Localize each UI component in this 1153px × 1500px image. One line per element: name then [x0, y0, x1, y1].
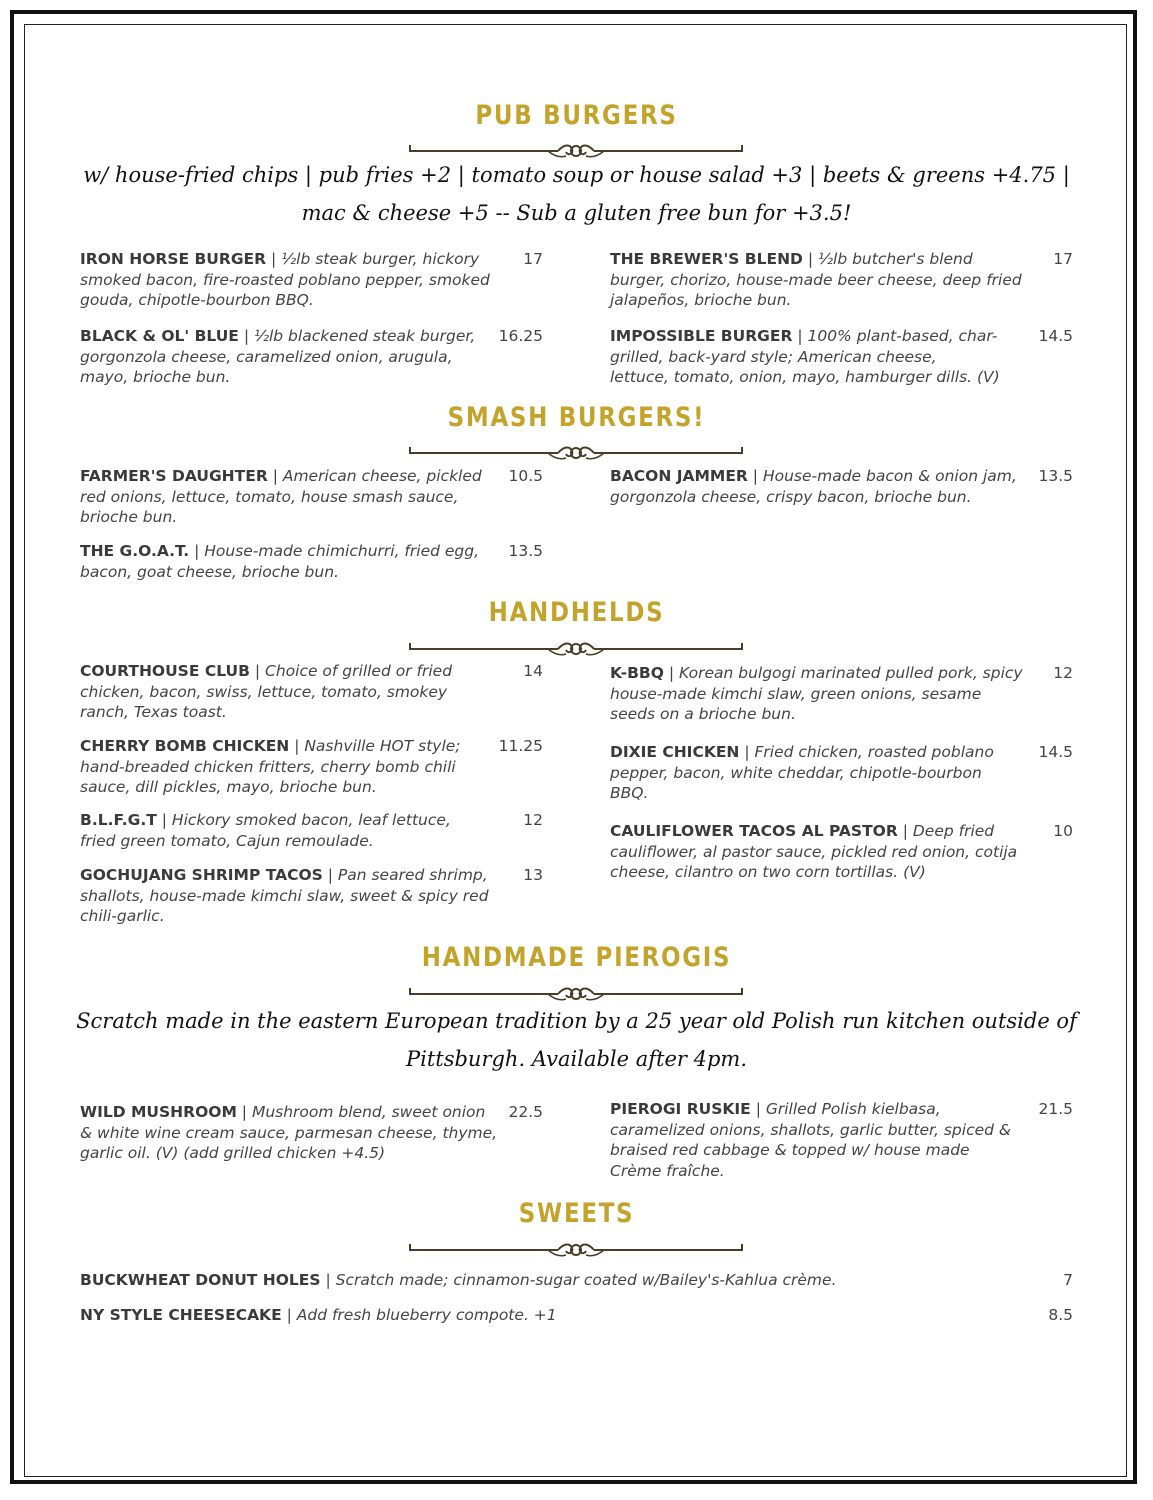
item-description: | Scratch made; cinnamon-sugar coated w/Bailey's-Kahlua crème. [320, 1271, 837, 1289]
item-description: | Mushroom blend, sweet onion & white wine cream sauce, parmesan cheese, thyme, garlic oil. (V) (add grilled chicken +4.5) [80, 1103, 498, 1162]
item-price: 10.5 [508, 467, 543, 485]
menu-item [610, 249, 1030, 311]
item-price: 13.5 [508, 542, 543, 560]
item-price: 10 [1053, 822, 1073, 840]
item-description: | ½lb blackened steak burger, gorgonzola cheese, caramelized onion, arugula, mayo, brioche bun. [80, 327, 476, 386]
item-name: THE G.O.A.T. [80, 542, 190, 560]
menu-item [610, 742, 1000, 804]
menu-item [610, 466, 1030, 507]
item-description: | House-made chimichurri, fried egg, bacon, goat cheese, brioche bun. [80, 542, 480, 581]
divider-flourish-icon [408, 1239, 744, 1265]
item-description: | Hickory smoked bacon, leaf lettuce, fried green tomato, Cajun remoulade. [80, 811, 451, 850]
pub-burgers-tagline: w/ house-fried chips | pub fries +2 | tomato soup or house salad +3 | beets & greens +4.75 | mac & cheese +5 -- Sub a gluten free bun for +3.5! [83, 163, 1070, 225]
item-price: 7 [1063, 1271, 1073, 1289]
item-name: DIXIE CHICKEN [610, 743, 740, 761]
menu-item [80, 466, 490, 528]
item-name: NY STYLE CHEESECAKE [80, 1306, 282, 1324]
item-description: | 100% plant-based, char-grilled, back-yard style; American cheese, lettuce, tomato, onion, mayo, hamburger dills. (V) [610, 327, 1000, 386]
item-description: | House-made bacon & onion jam, gorgonzola cheese, crispy bacon, brioche bun. [610, 467, 1017, 506]
pierogis-tagline: Scratch made in the eastern European tradition by a 25 year old Polish run kitchen outside of Pittsburgh. Available after 4pm. [76, 1009, 1077, 1071]
divider-flourish-icon [408, 442, 744, 468]
item-name: THE BREWER'S BLEND [610, 250, 803, 268]
section-title-handhelds: HANDHELDS [488, 597, 665, 628]
menu-item [80, 249, 500, 311]
item-name: IMPOSSIBLE BURGER [610, 327, 793, 345]
section-title-smash-burgers: SMASH BURGERS! [447, 402, 706, 433]
menu-item [610, 1099, 1020, 1181]
item-price: 14.5 [1038, 327, 1073, 345]
item-name: COURTHOUSE CLUB [80, 662, 250, 680]
item-name: FARMER'S DAUGHTER [80, 467, 268, 485]
menu-item [610, 326, 1000, 388]
section-title-sweets: SWEETS [518, 1198, 635, 1229]
menu-item [80, 1270, 980, 1291]
item-name: B.L.F.G.T [80, 811, 157, 829]
item-price: 21.5 [1038, 1100, 1073, 1118]
menu-item [80, 736, 475, 798]
item-price: 13 [523, 866, 543, 884]
item-name: K-BBQ [610, 664, 664, 682]
item-description: | Fried chicken, roasted poblano pepper, bacon, white cheddar, chipotle-bourbon BBQ. [610, 743, 994, 802]
item-description: | Grilled Polish kielbasa, caramelized onions, shallots, garlic butter, spiced & braised red cabbage & topped w/ house made Crème fraîche. [610, 1100, 1011, 1180]
menu-item [610, 821, 1030, 883]
item-price: 8.5 [1048, 1306, 1073, 1324]
item-description: | Choice of grilled or fried chicken, bacon, swiss, lettuce, tomato, smokey ranch, Texas toast. [80, 662, 453, 721]
item-name: BLACK & OL' BLUE [80, 327, 239, 345]
item-name: GOCHUJANG SHRIMP TACOS [80, 866, 323, 884]
item-description: | Pan seared shrimp, shallots, house-made kimchi slaw, sweet & spicy red chili-garlic. [80, 866, 489, 925]
item-description: | Deep fried cauliflower, al pastor sauce, pickled red onion, cotija cheese, cilantro on two corn tortillas. (V) [610, 822, 1018, 881]
menu-item [80, 541, 480, 582]
item-price: 16.25 [498, 327, 543, 345]
item-description: | Korean bulgogi marinated pulled pork, spicy house-made kimchi slaw, green onions, sesame seeds on a brioche bun. [610, 664, 1023, 723]
item-description: | ½lb steak burger, hickory smoked bacon, fire-roasted poblano pepper, smoked gouda, chipotle-bourbon BBQ. [80, 250, 490, 309]
item-description: | American cheese, pickled red onions, lettuce, tomato, house smash sauce, brioche bun. [80, 467, 482, 526]
item-price: 11.25 [498, 737, 543, 755]
section-title-pierogis: HANDMADE PIEROGIS [421, 942, 732, 973]
menu-item [80, 865, 500, 927]
item-price: 13.5 [1038, 467, 1073, 485]
item-description: | ½lb butcher's blend burger, chorizo, house-made beer cheese, deep fried jalapeños, brioche bun. [610, 250, 1022, 309]
item-price: 12 [523, 811, 543, 829]
item-name: WILD MUSHROOM [80, 1103, 237, 1121]
item-price: 14 [523, 662, 543, 680]
menu-item [80, 326, 480, 388]
menu-item [80, 1102, 500, 1164]
item-description: | Add fresh blueberry compote. +1 [281, 1306, 557, 1324]
item-name: PIEROGI RUSKIE [610, 1100, 751, 1118]
item-price: 17 [1053, 250, 1073, 268]
item-name: BUCKWHEAT DONUT HOLES [80, 1271, 321, 1289]
menu-item [610, 663, 1030, 725]
section-title-pub-burgers: PUB BURGERS [475, 100, 678, 131]
item-name: CAULIFLOWER TACOS AL PASTOR [610, 822, 898, 840]
menu-item [80, 1305, 980, 1326]
item-name: BACON JAMMER [610, 467, 748, 485]
item-name: IRON HORSE BURGER [80, 250, 267, 268]
item-price: 17 [523, 250, 543, 268]
item-description: | Nashville HOT style; hand-breaded chicken fritters, cherry bomb chili sauce, dill pickles, mayo, brioche bun. [80, 737, 461, 796]
item-price: 12 [1053, 664, 1073, 682]
menu-item [80, 661, 500, 723]
item-name: CHERRY BOMB CHICKEN [80, 737, 290, 755]
menu-item [80, 810, 490, 851]
item-price: 22.5 [508, 1103, 543, 1121]
item-price: 14.5 [1038, 743, 1073, 761]
